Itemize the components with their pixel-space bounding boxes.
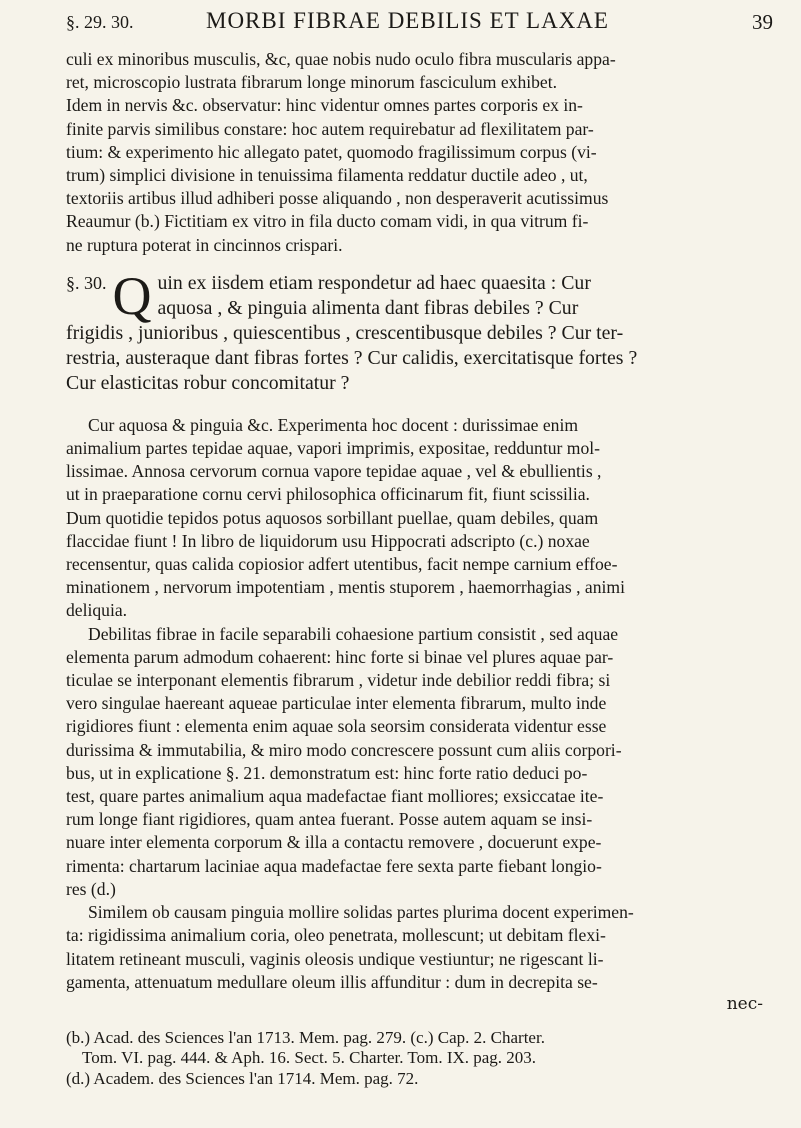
footnote-line: Tom. VI. pag. 444. & Aph. 16. Sect. 5. Charter. Tom. IX. pag. 203. [82, 1048, 537, 1068]
text-line: ta: rigidissima animalium coria, oleo penetrata, mollescunt; ut debitam flexi- [66, 925, 606, 946]
text-line: Similem ob causam pinguia mollire solidas partes plurima docent experimen- [88, 902, 634, 923]
text-line: Idem in nervis &c. observatur: hinc videntur omnes partes corporis ex in- [66, 95, 583, 116]
text-line: ut in praeparatione cornu cervi philosophica officinarum fit, fiunt scissilia. [66, 484, 590, 505]
running-title: MORBI FIBRAE DEBILIS ET LAXAE [206, 8, 609, 33]
text-line: flaccidae fiunt ! In libro de liquidorum usu Hippocrati adscripto (c.) noxae [66, 530, 590, 551]
text-line: tium: & experimento hic allegato patet, quomodo fragilissimum corpus (vi- [66, 141, 597, 162]
paragraph-continuation [66, 48, 773, 257]
running-head [66, 6, 773, 48]
text-line: litatem retineant musculi, vaginis oleosis undique vestiuntur; ne rigescant li- [66, 948, 604, 969]
text-line: deliquia. [66, 600, 128, 621]
text-line: ticulae se interponant elementis fibrarum , videtur inde debilior reddi fibra; si [66, 670, 611, 691]
question-line: restria, austeraque dant fibras fortes ? Cur calidis, exercitatisque fortes ? [66, 346, 638, 369]
aphorism-30 [66, 265, 773, 396]
page-number: 39 [752, 10, 773, 34]
footnote-line: (b.) Acad. des Sciences l'an 1713. Mem. pag. 279. (c.) Cap. 2. Charter. [66, 1027, 545, 1047]
text-line: Debilitas fibrae in facile separabili cohaesione partium consistit , sed aquae [88, 623, 619, 644]
drop-cap: Q [112, 265, 152, 326]
text-line: res (d.) [66, 878, 116, 899]
text-line: animalium partes tepidae aquae, vapori imprimis, expositae, redduntur mol- [66, 438, 601, 459]
text-line: minationem , nervorum impotentiam , mentis stuporem , haemorrhagias , animi [66, 577, 625, 598]
text-line: ret, microscopio lustrata fibrarum longe minorum fasciculum exhibet. [66, 72, 558, 93]
question-line: uin ex iisdem etiam respondetur ad haec quaesita : Cur [157, 271, 591, 294]
catchword: nec- [726, 993, 763, 1014]
text-line: trum) simplici divisione in tenuissima filamenta reddatur ductile adeo , ut, [66, 165, 588, 186]
aphorism-number: §. 30. [66, 272, 107, 293]
text-line: textoriis artibus illud adhiberi posse aliquando , non desperaverit acutissimus [66, 188, 609, 209]
question-line: frigidis , junioribus , quiescentibus , crescentibusque debiles ? Cur ter- [66, 321, 624, 344]
text-line: vero singulae haereant aqueae particulae inter elementa fibrarum, multo inde [66, 693, 607, 714]
text-line: rigidiores fiunt : elementa enim aquae sola seorsim considerata videntur esse [66, 716, 607, 737]
footnotes [66, 1028, 773, 1090]
text-line: bus, ut in explicatione §. 21. demonstratum est: hinc forte ratio deduci po- [66, 762, 588, 783]
text-line: culi ex minoribus musculis, &c, quae nobis nudo oculo fibra muscularis appa- [66, 49, 616, 69]
text-line: nuare inter elementa corporum & illa a contactu removere , docuerunt expe- [66, 832, 602, 853]
question-line: Cur elasticitas robur concomitatur ? [66, 371, 350, 394]
text-line: rimenta: chartarum laciniae aqua madefactae fere sexta parte fiebant longio- [66, 855, 602, 876]
text-line: finite parvis similibus constare: hoc autem requirebatur ad flexilitatem par- [66, 118, 594, 139]
text-line: ne ruptura poterat in cincinnos crispari. [66, 234, 343, 255]
section-number: §. 29. 30. [66, 12, 134, 32]
text-line: Cur aquosa & pinguia &c. Experimenta hoc docent : durissimae enim [88, 414, 579, 435]
commentary-paragraph [66, 901, 773, 994]
text-line: recensentur, quas calida copiosior adfert utentibus, facit nempe carnium effoe- [66, 554, 618, 575]
text-line: Dum quotidie tepidos potus aquosos sorbillant puellae, quam debiles, quam [66, 507, 599, 528]
text-line: elementa parum admodum cohaerent: hinc forte si binae vel plures aquae par- [66, 646, 614, 667]
footnote-line: (d.) Academ. des Sciences l'an 1714. Mem. pag. 72. [66, 1068, 419, 1088]
text-line: rum longe fiant rigidiores, quam antea fuerant. Posse autem aquam se insi- [66, 809, 593, 830]
commentary-paragraph [66, 623, 773, 901]
text-line: lissimae. Annosa cervorum cornua vapore tepidae aquae , vel & ebullientis , [66, 461, 602, 482]
text-line: gamenta, attenuatum medullare oleum illis affunditur : dum in decrepita se- [66, 971, 598, 992]
question-line: aquosa , & pinguia alimenta dant fibras debiles ? Cur [157, 296, 579, 319]
text-line: test, quare partes animalium aqua madefactae fiant molliores; exsiccatae ite- [66, 786, 604, 807]
commentary-paragraph [66, 414, 773, 623]
text-line: Reaumur (b.) Fictitiam ex vitro in fila ducto comam vidi, in qua vitrum fi- [66, 211, 589, 232]
text-line: durissima & immutabilia, & miro modo concrescere possunt cum aliis corpori- [66, 739, 622, 760]
